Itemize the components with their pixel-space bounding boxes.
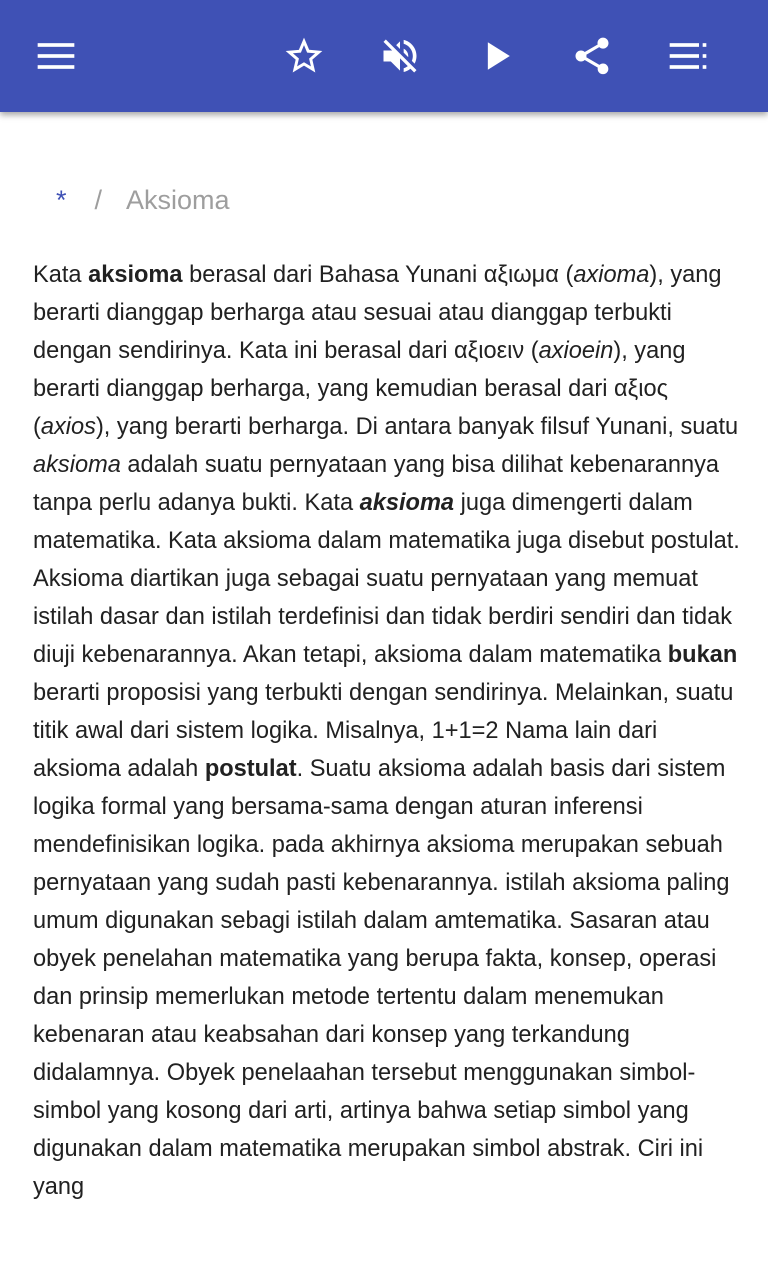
article-text: berarti proposisi yang terbukti dengan sendirinya. Melainkan, suatu titik awal dari sistem logika. Misalnya, 1+1=2 Nama lain dari aksioma adalah [33, 680, 734, 782]
article-bold-italic-term: aksioma [359, 490, 455, 516]
share-icon [570, 34, 614, 78]
article-bold-term: bukan [667, 642, 738, 668]
mute-button[interactable] [368, 24, 432, 88]
article-text: berasal dari Bahasa Yunani αξιωμα ( [182, 262, 574, 288]
breadcrumb-home-link[interactable]: * [56, 185, 67, 215]
article-text: ), yang berarti berharga. Di antara banyak filsuf Yunani, suatu [95, 414, 739, 440]
menu-icon [34, 34, 78, 78]
app-bar [0, 0, 768, 112]
article-text: ), yang berarti dianggap berharga, yang kemudian berasal dari αξιος ( [33, 338, 686, 440]
article-text: Kata [33, 262, 89, 288]
breadcrumb [56, 178, 230, 222]
breadcrumb-current: Aksioma [126, 185, 230, 215]
play-button[interactable] [465, 24, 529, 88]
article-text: ), yang berarti dianggap berharga atau sesuai atau dianggap terbukti dengan sendirinya. Kata ini berasal dari αξιοειν ( [33, 262, 722, 364]
list-icon [666, 34, 710, 78]
article-bold-term: postulat [204, 756, 297, 782]
article-bold-term: aksioma [88, 262, 183, 288]
article-text: . Suatu aksioma adalah basis dari sistem logika formal yang bersama-sama dengan aturan inferensi mendefinisikan logika. pada akhirnya aksioma merupakan sebuah pernyataan yang sudah pasti kebenarannya. istilah aksioma paling umum digunakan sebagi istilah dalam amtematika. Sasaran atau obyek penelahan matematika yang berupa fakta, konsep, operasi dan prinsip memerlukan metode tertentu dalam menemukan kebenaran atau keabsahan dari konsep yang terkandung didalamnya. Obyek penelaahan tersebut menggunakan simbol-simbol yang kosong dari arti, artinya bahwa setiap simbol yang digunakan dalam matematika merupakan simbol abstrak. Ciri ini yang [33, 756, 730, 1200]
article-bold-term [360, 490, 454, 516]
article-text: juga dimengerti dalam matematika. Kata aksioma dalam matematika juga disebut postulat. Aksioma diartikan juga sebagai suatu pernyataan yang memuat istilah dasar dan istilah terdefinisi dan tidak berdiri sendiri dan tidak diuji kebenarannya. Akan tetapi, aksioma dalam matematika [33, 490, 740, 668]
article-italic-term: axios [40, 414, 96, 440]
article-text: adalah suatu pernyataan yang bisa dilihat kebenarannya tanpa perlu adanya bukti. Kata [33, 452, 720, 516]
play-icon [475, 34, 519, 78]
menu-button[interactable] [24, 24, 88, 88]
share-button[interactable] [560, 24, 624, 88]
table-of-contents-button[interactable] [656, 24, 720, 88]
article-body [33, 256, 743, 1206]
article-italic-term: axioein [538, 338, 614, 364]
star-icon [282, 34, 326, 78]
favorite-button[interactable] [272, 24, 336, 88]
article-italic-term: axioma [573, 262, 650, 288]
article-italic-term: aksioma [33, 452, 121, 478]
volume-off-icon [378, 34, 422, 78]
breadcrumb-separator: / [94, 185, 103, 215]
